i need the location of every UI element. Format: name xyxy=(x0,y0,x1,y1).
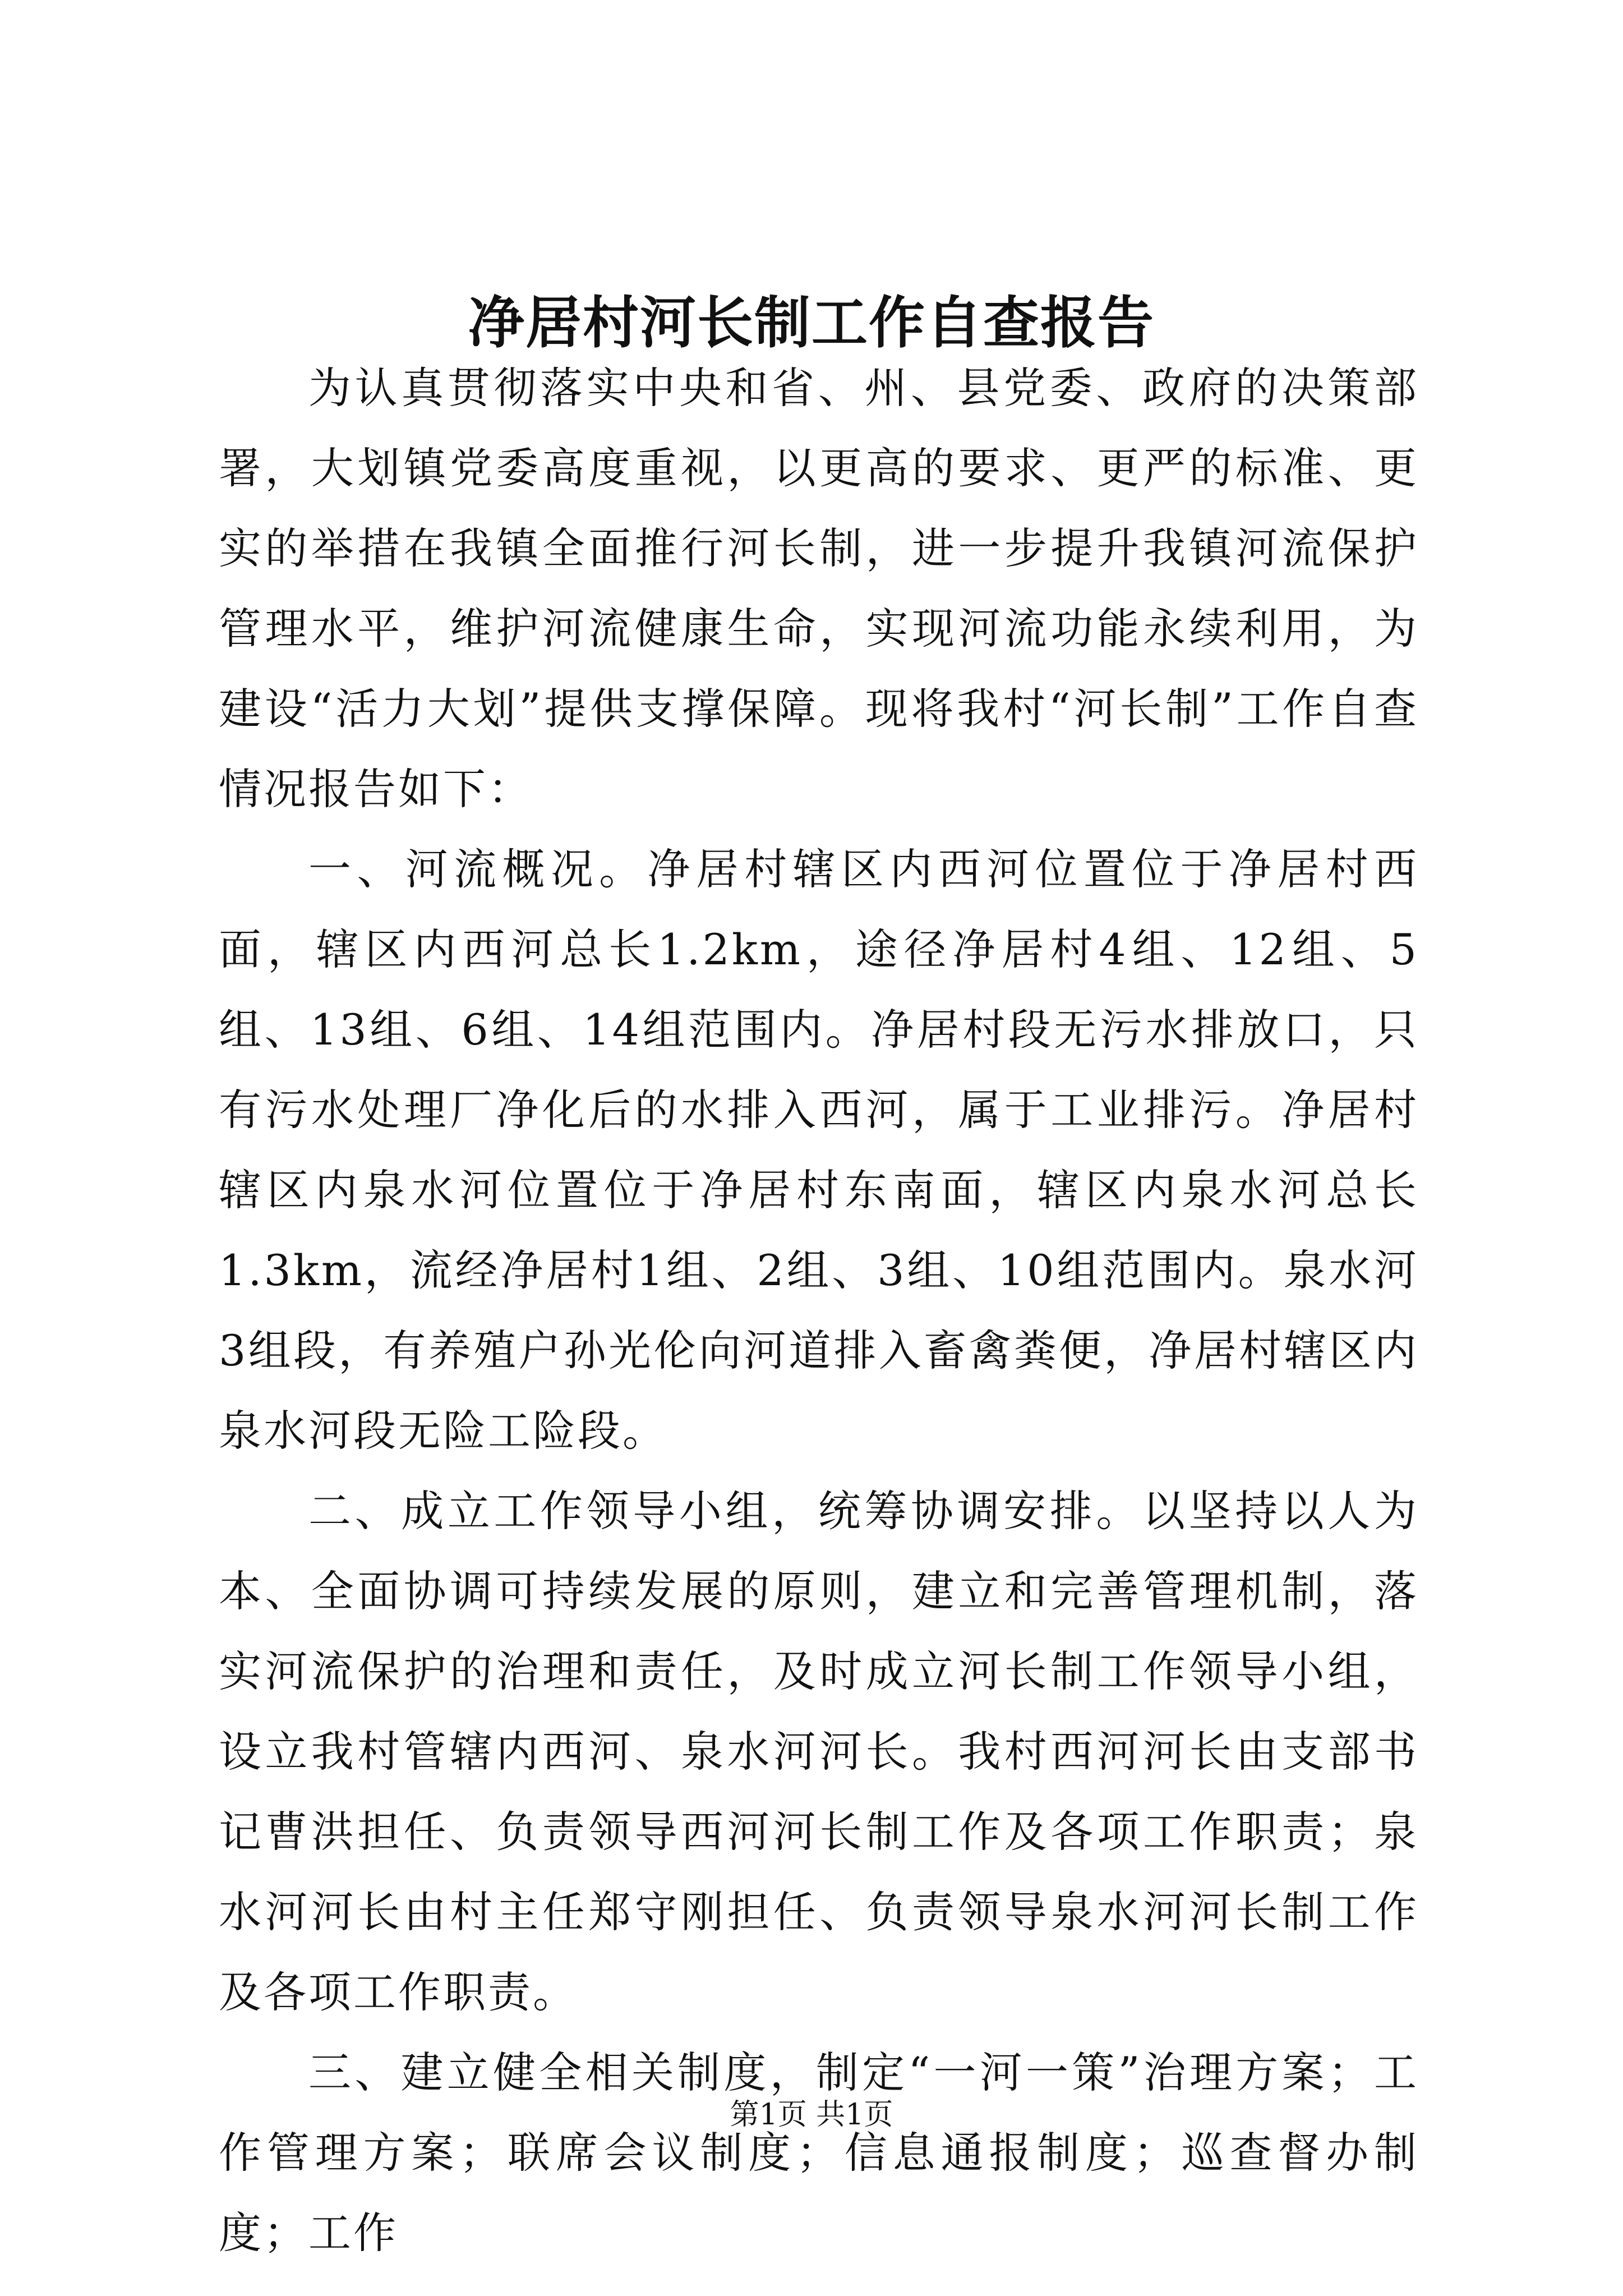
page-footer xyxy=(0,2095,1623,2134)
page-number: 第1页 共1页 xyxy=(730,2098,893,2132)
document-body xyxy=(219,348,1419,2273)
paragraph-regulations: 三、建立健全相关制度，制定“一河一策”治理方案；工作管理方案；联席会议制度；信息通报制度；巡查督办制度；工作 xyxy=(219,2047,1419,2258)
paragraph-leadership-group: 二、成立工作领导小组，统筹协调安排。以坚持以人为本、全面协调可持续发展的原则，建立和完善管理机制，落实河流保护的治理和责任，及时成立河长制工作领导小组，设立我村管辖内西河、泉水河河长。我村西河河长由支部书记曹洪担任、负责领导西河河长制工作及各项工作职责；泉水河河长由村主任郑守刚担任、负责领导泉水河河长制工作及各项工作职责。 xyxy=(219,1486,1419,2017)
document-title: 净居村河长制工作自查报告 xyxy=(468,289,1155,356)
paragraph-river-overview: 一、河流概况。净居村辖区内西河位置位于净居村西面，辖区内西河总长1.2km，途径净居村4组、12组、5组、13组、6组、14组范围内。净居村段无污水排放口，只有污水处理厂净化后的水排入西河，属于工业排污。净居村辖区内泉水河位置位于净居村东南面，辖区内泉水河总长1.3km，流经净居村1组、2组、3组、10组范围内。泉水河3组段，有养殖户孙光伦向河道排入畜禽粪便，净居村辖区内泉水河段无险工险段。 xyxy=(219,844,1419,1456)
paragraph-intro: 为认真贯彻落实中央和省、州、县党委、政府的决策部署，大划镇党委高度重视，以更高的要求、更严的标准、更实的举措在我镇全面推行河长制，进一步提升我镇河流保护管理水平，维护河流健康生命，实现河流功能永续利用，为建设“活力大划”提供支撑保障。现将我村“河长制”工作自查情况报告如下： xyxy=(219,363,1419,814)
